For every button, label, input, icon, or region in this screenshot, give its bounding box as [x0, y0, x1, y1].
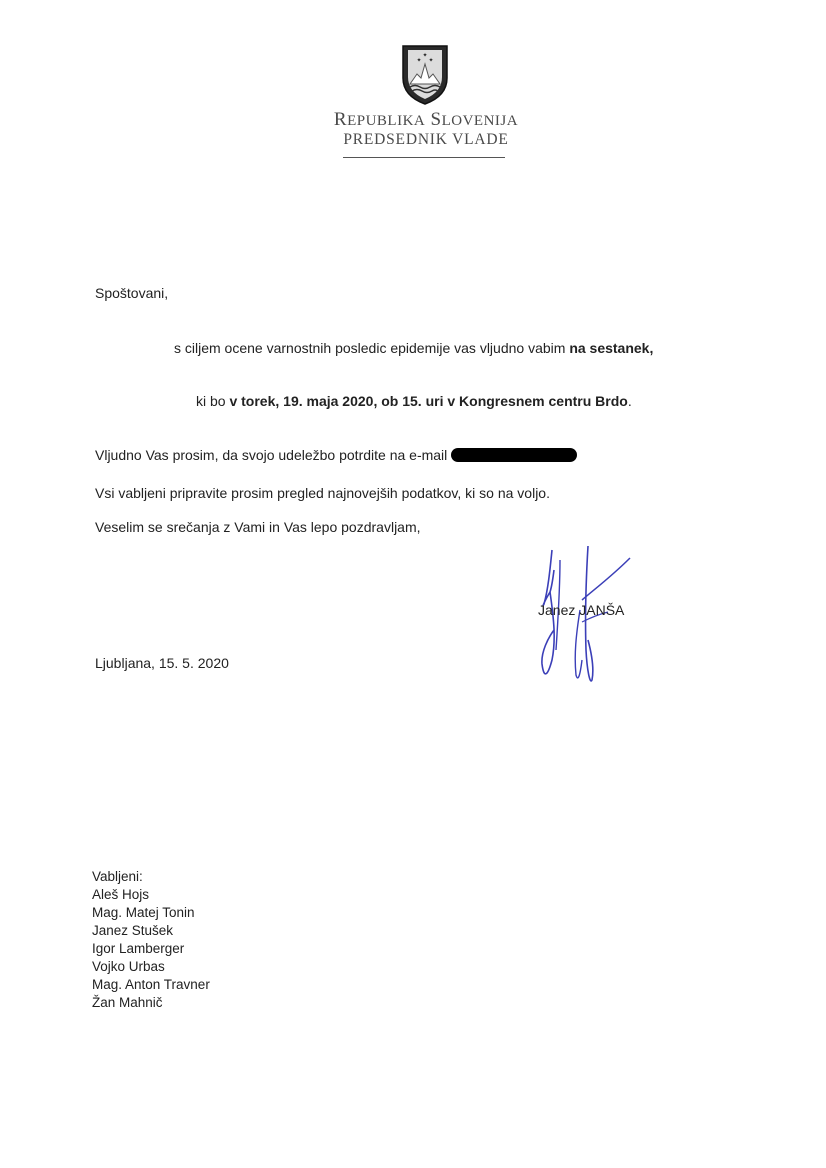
- invitees-block: [92, 868, 210, 1012]
- letterhead-title: REPUBLIKA SLOVENIJA: [333, 109, 519, 130]
- list-item: Žan Mahnič: [92, 995, 163, 1010]
- closing-line: Veselim se srečanja z Vami in Vas lepo pozdravljam,: [95, 519, 421, 535]
- invitation-paragraph: [174, 340, 653, 356]
- list-item: Janez Stušek: [92, 923, 174, 938]
- list-item: Mag. Anton Travner: [92, 977, 210, 992]
- meeting-details: [196, 393, 632, 409]
- signatory-name: Janez JANŠA: [538, 602, 625, 618]
- list-item: Mag. Matej Tonin: [92, 905, 195, 920]
- svg-text:✦: ✦: [422, 53, 428, 59]
- svg-text:✦: ✦: [428, 58, 434, 64]
- meeting-prefix: ki bo: [196, 393, 230, 409]
- invitation-bold: na sestanek,: [569, 340, 654, 356]
- invitees-heading: Vabljeni:: [92, 869, 143, 884]
- letterhead-rule: [343, 157, 505, 158]
- coat-of-arms-emblem: [400, 44, 450, 106]
- redacted-email: [451, 448, 577, 462]
- salutation: Spoštovani,: [95, 285, 169, 301]
- meeting-suffix: .: [627, 393, 632, 409]
- place-and-date: Ljubljana, 15. 5. 2020: [95, 655, 229, 671]
- list-item: Vojko Urbas: [92, 959, 165, 974]
- list-item: Aleš Hojs: [92, 887, 150, 902]
- list-item: Igor Lamberger: [92, 941, 185, 956]
- rsvp-request: Vljudno Vas prosim, da svojo udeležbo potrdite na e-mail: [95, 447, 448, 463]
- data-request: Vsi vabljeni pripravite prosim pregled najnovejših podatkov, ki so na voljo.: [95, 485, 550, 501]
- letterhead-subtitle: PREDSEDNIK VLADE: [343, 131, 509, 148]
- svg-text:✦: ✦: [416, 58, 422, 64]
- meeting-datetime-location: v torek, 19. maja 2020, ob 15. uri v Kongresnem centru Brdo: [229, 393, 628, 409]
- invitation-text: s ciljem ocene varnostnih posledic epidemije vas vljudno vabim: [174, 340, 570, 356]
